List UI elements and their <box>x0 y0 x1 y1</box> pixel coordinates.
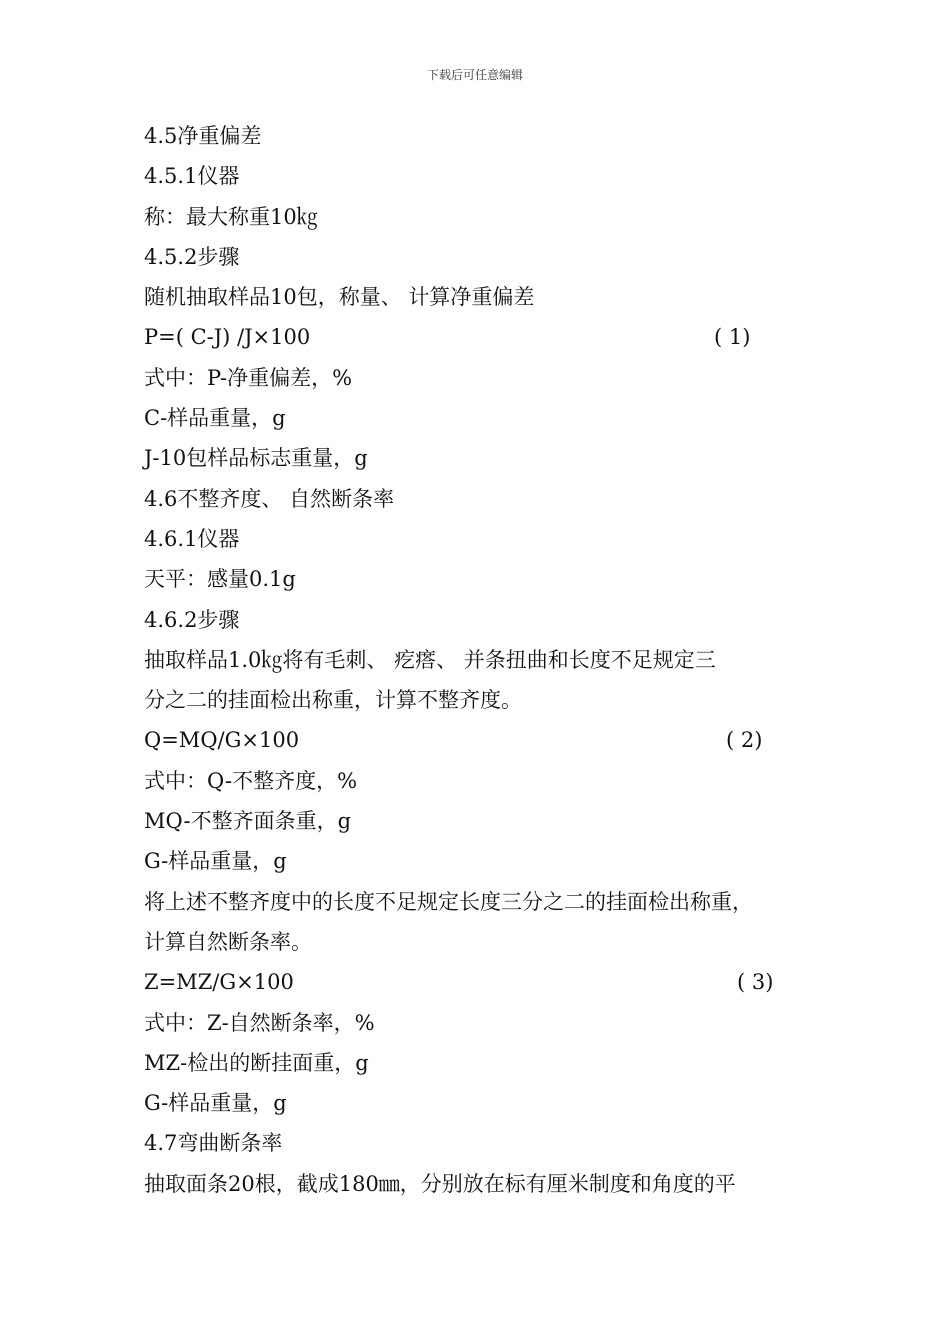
formula-line <box>144 720 834 760</box>
paragraph-line: C-样品重量，g <box>144 406 286 431</box>
section-heading: 4.5净重偏差 <box>144 124 262 148</box>
formula: Q=MQ/G×100 <box>144 728 300 753</box>
equation-number: ( 2) <box>726 728 763 753</box>
paragraph-line: 计算自然断条率。 <box>144 929 312 954</box>
formula: Z=MZ/G×100 <box>144 970 294 995</box>
section-heading: 4.6不整齐度、 自然断条率 <box>144 486 395 511</box>
subsection-heading: 4.5.1仪器 <box>144 164 240 189</box>
paragraph-line: MQ-不整齐面条重，g <box>144 809 352 834</box>
subsection-heading: 4.6.2步骤 <box>144 607 240 632</box>
document-body <box>144 116 834 1204</box>
formula: P=( C-J) /J×100 <box>144 325 311 350</box>
equation-number: ( 3) <box>737 970 774 995</box>
paragraph-line: G-样品重量，g <box>144 849 287 874</box>
formula-line <box>144 962 834 1002</box>
paragraph-line: G-样品重量，g <box>144 1091 287 1116</box>
subsection-heading: 4.5.2步骤 <box>144 244 240 269</box>
section-heading: 4.7弯曲断条率 <box>144 1131 283 1156</box>
paragraph-line: 抽取面条20根，截成180㎜，分别放在标有厘米制度和角度的平 <box>144 1171 736 1196</box>
paragraph-line: 抽取样品1.0㎏将有毛刺、 疙瘩、 并条扭曲和长度不足规定三 <box>144 647 716 672</box>
paragraph-line: 天平：感量0.1g <box>144 567 296 592</box>
paragraph-line: 称：最大称重10㎏ <box>144 204 318 229</box>
paragraph-line: 分之二的挂面检出称重，计算不整齐度。 <box>144 688 522 713</box>
paragraph-line: 将上述不整齐度中的长度不足规定长度三分之二的挂面检出称重， <box>144 889 753 914</box>
paragraph-line: 式中：P-净重偏差，% <box>144 365 353 390</box>
formula-line <box>144 317 834 357</box>
page-header-note: 下载后可任意编辑 <box>426 68 523 82</box>
equation-number: ( 1) <box>714 325 751 350</box>
paragraph-line: J-10包样品标志重量，g <box>144 446 368 471</box>
paragraph-line: 式中：Z-自然断条率，% <box>144 1010 375 1035</box>
paragraph-line: 随机抽取样品10包，称量、 计算净重偏差 <box>144 285 535 310</box>
paragraph-line: 式中：Q-不整齐度，% <box>144 768 358 793</box>
paragraph-line: MZ-检出的断挂面重，g <box>144 1050 369 1075</box>
subsection-heading: 4.6.1仪器 <box>144 526 240 551</box>
